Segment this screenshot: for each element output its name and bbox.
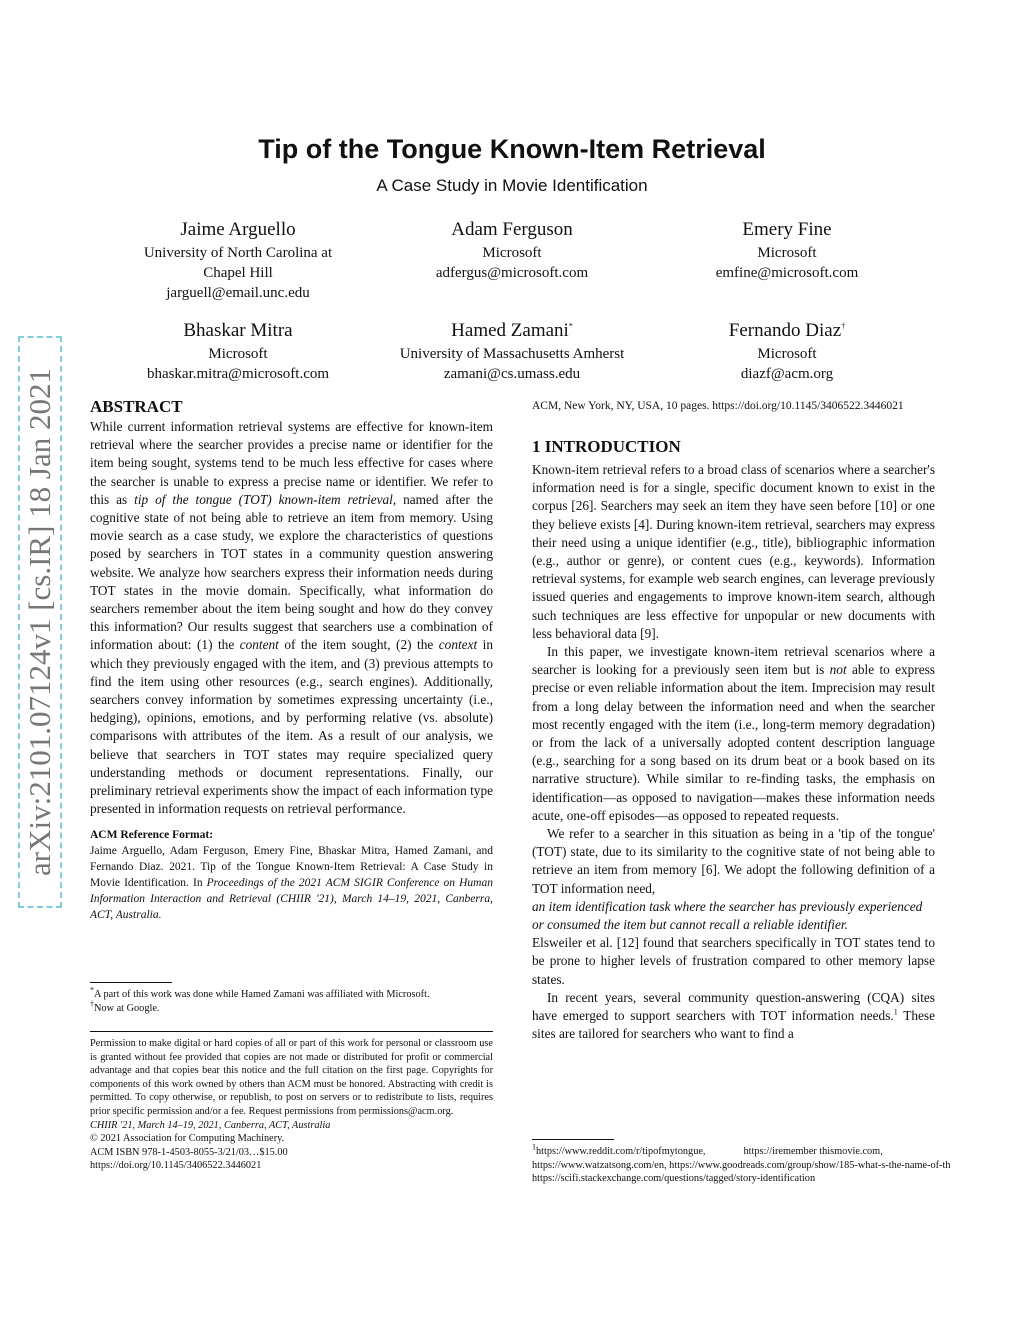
- footnote-url[interactable]: https://www.watzatsong.com/en, https://www.goodreads.com/group/show/185-what-s-the-name-of-th: [532, 1159, 951, 1171]
- author-affiliation: Chapel Hill: [203, 265, 273, 281]
- intro-paragraph: Known-item retrieval refers to a broad class of scenarios where a searcher's information need is for a single, specific document known to exist in the corpus [26]. Searchers may seek an item they have seen before [10] or one they believe exists [4]. During known-item retrieval, searchers may express their need using a unique identifier (e.g., title), bibliographic information (e.g., author or genre), or content cues (e.g., keywords). Information retrieval systems, for example web search engines, can leverage previously issued queries and engagements to improve known-item search, although such techniques are less effective for unpopular or new documents with less behavioral data [9].: [532, 462, 935, 641]
- right-column: [532, 398, 935, 1044]
- author-block: [637, 318, 937, 384]
- author-block: [88, 217, 388, 303]
- author-email: adfergus@microsoft.com: [435, 265, 589, 281]
- doi-line: https://doi.org/10.1145/3406522.3446021: [90, 1160, 262, 1172]
- intro-paragraph: In this paper, we investigate known-item retrieval scenarios where a searcher is looking for a previously seen item but is not able to express precise or even reliable information about the item. Imprecision may result from a long delay between the information need and when the searcher most recently engaged with the item (i.e., long-term memory degradation) or from the lack of a universally adopted content description language (e.g., searching for a song based on its drum beat or a book based on its narrative structure). While similar to re-finding tasks, the emphasis on identification—as opposed to navigation—makes these information needs acute, one-off episodes—as opposed to repeated requests.: [532, 644, 935, 823]
- author-footnote-mark: †: [841, 321, 846, 331]
- tot-definition-quote: an item identification task where the searcher has previously experienced or consumed the item but cannot recall a reliable identifier.: [532, 898, 923, 933]
- author-email: jarguell@email.unc.edu: [166, 285, 310, 301]
- author-email: bhaskar.mitra@microsoft.com: [146, 366, 330, 382]
- abstract-text: While current information retrieval systems are effective for known-item retrieval where the searcher provides a precise name or identifier for the item being sought, systems tend to be much less effective for cases where the searcher is unable to express a precise name or identifier. We refer to this as tip of the tongue (TOT) known-item retrieval, named after the cognitive state of not being able to retrieve an item from memory. Using movie search as a case study, we explore the characteristics of questions posed by searchers in TOT states in a community question answering website. We analyze how searchers express their information needs during TOT states in the movie domain. Specifically, what information do searchers remember about the item being sought and how do they convey this information? Our results suggest that searchers use a combination of information about: (1) the content of the item sought, (2) the context in which they previously engaged with the item, and (3) previous attempts to find the item using other resources (e.g., search engines). Additionally, searchers convey information by sometimes expressing uncertainty (i.e., hedging), opinions, emotions, and by performing relative (vs. absolute) comparisons with attributes of the item. As a result of our analysis, we believe that searchers in TOT states may require specialized query understanding methods or document representations. Finally, our preliminary retrieval experiments show the impact of each information type presented in information requests on retrieval performance.: [90, 419, 494, 817]
- author-block: [362, 318, 662, 384]
- author-affiliation: University of Massachusetts Amherst: [399, 346, 625, 362]
- intro-heading: 1 INTRODUCTION: [532, 437, 681, 456]
- footnote-rule: [532, 1139, 614, 1140]
- arxiv-sidebar: [18, 336, 62, 908]
- author-affiliation: University of North Carolina at: [143, 245, 333, 261]
- arxiv-id: arXiv:2101.07124v1 [cs.IR] 18 Jan 2021: [22, 368, 57, 876]
- intro-paragraph: We refer to a searcher in this situation as being in a 'tip of the tongue' (TOT) state, due to its similarity to the cognitive state of not being able to retrieve an item from memory [6]. We adopt the following definition of a TOT information need,: [532, 826, 935, 896]
- author-block: [362, 217, 662, 283]
- acm-ref-tail: ACM, New York, NY, USA, 10 pages. https://doi.org/10.1145/3406522.3446021: [532, 400, 904, 412]
- footnote-url[interactable]: https://www.reddit.com/r/tipofmytongue,: [536, 1146, 706, 1157]
- author-affiliation: Microsoft: [208, 346, 268, 362]
- author-name: Fernando Diaz: [728, 320, 842, 341]
- author-email: zamani@cs.umass.edu: [443, 366, 581, 382]
- permission-rule: [90, 1031, 493, 1032]
- intro-paragraph: In recent years, several community question-answering (CQA) sites have emerged to support searchers with TOT information needs.$^1$ These sites are tailored for searchers who want to find a: [532, 989, 935, 1042]
- author-email: emfine@microsoft.com: [715, 265, 859, 281]
- right-footnote: $^1$https://www.reddit.com/r/tipofmytongue, https://iremember thismovie.com, https://www.watzatsong.com/en, https://www.goodreads.com/group/show/185-what-s-the-name-of-th https://scifi.stackexchange.com/questions/tagged/story-identification: [532, 1139, 1020, 1186]
- permission-block: [90, 1031, 493, 1173]
- conference-line: CHIIR '21, March 14–19, 2021, Canberra, ACT, Australia: [90, 1119, 331, 1131]
- author-name: Emery Fine: [742, 219, 832, 240]
- author-affiliation: Microsoft: [757, 245, 817, 261]
- author-block: [88, 318, 388, 384]
- footnote-url[interactable]: https://iremember thismovie.com,: [743, 1146, 883, 1157]
- acm-ref-heading: ACM Reference Format:: [90, 829, 214, 842]
- author-name: Adam Ferguson: [451, 219, 573, 240]
- author-affiliation: Microsoft: [757, 346, 817, 362]
- author-block: [637, 217, 937, 283]
- footnote-diaz: †Now at Google.: [90, 999, 160, 1014]
- abstract-heading: ABSTRACT: [90, 397, 183, 416]
- author-name: Jaime Arguello: [180, 219, 296, 240]
- paper-subtitle: A Case Study in Movie Identification: [376, 176, 648, 195]
- left-footnotes: [90, 982, 493, 1015]
- footnote-rule: [90, 982, 172, 983]
- footnote-zamani: *A part of this work was done while Hamed Zamani was affiliated with Microsoft.: [90, 985, 430, 1000]
- author-affiliation: Microsoft: [482, 245, 542, 261]
- paper-title: Tip of the Tongue Known-Item Retrieval: [258, 134, 766, 164]
- acm-ref-text: Jaime Arguello, Adam Ferguson, Emery Fine, Bhaskar Mitra, Hamed Zamani, and Fernando Diaz. 2021. Tip of the Tongue Known-Item Retrieval: A Case Study in Movie Identification. In Proceedings of the 2021 ACM SIGIR Conference on Human Information Interaction and Retrieval (CHIIR '21), March 14–19, 2021, Canberra, ACT, Australia.: [90, 845, 493, 922]
- permission-text: Permission to make digital or hard copies of all or part of this work for personal or classroom use is granted without fee provided that copies are not made or distributed for profit or commercial advantage and that copies bear this notice and the full citation on the first page. Copyrights for components of this work owned by others than ACM must be honored. Abstracting with credit is permitted. To copy otherwise, or republish, to post on servers or to redistribute to lists, requires prior specific permission and/or a fee. Request permissions from permissions@acm.org.: [90, 1038, 493, 1117]
- author-footnote-mark: *: [568, 321, 573, 331]
- author-name: Hamed Zamani: [451, 320, 569, 341]
- isbn-line: ACM ISBN 978-1-4503-8055-3/21/03…$15.00: [90, 1146, 288, 1158]
- footnote-url[interactable]: https://scifi.stackexchange.com/questions/tagged/story-identification: [532, 1173, 816, 1185]
- copyright-line: © 2021 Association for Computing Machinery.: [90, 1133, 285, 1145]
- author-email: diazf@acm.org: [740, 366, 834, 382]
- intro-paragraph: Elsweiler et al. [12] found that searchers specifically in TOT states tend to be prone to higher levels of frustration compared to other memory lapse states.: [532, 935, 935, 987]
- left-column: [90, 396, 493, 923]
- author-name: Bhaskar Mitra: [183, 320, 293, 341]
